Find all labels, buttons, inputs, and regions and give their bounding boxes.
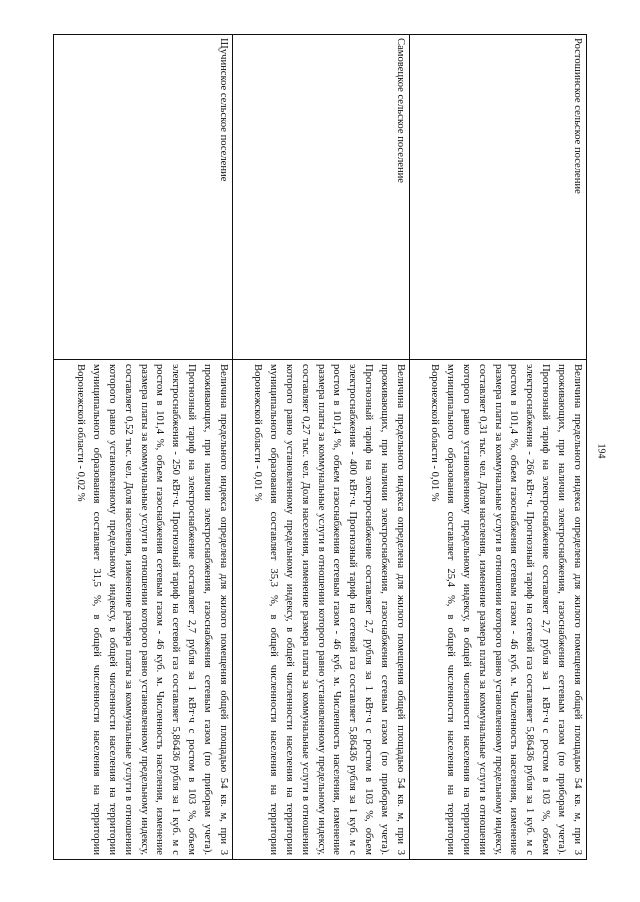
table-row [410,35,587,860]
index-description-cell: Величина предельного индекса определена для жилого помещения общей площадью 54 кв. м, при 3 проживающих, при наличии электроснабжения, газоснабжения сетевым газом (по приборам учета). Прогнозный тариф на электроснабжение составляет 2,7 рубля за 1 кВт·ч с ростом в 103 %, объем электроснабжения - 266 кВт·ч. Прогнозный тариф на сетевой газ составляет 5,86436 рубля за 1 куб. м с ростом в 101,4 %, объем газоснабжения сетевым газом - 46 куб. м. Численность населения, изменение размера платы за коммунальные услуги в отношении которого равно установленному предельному индексу, составляет 0,31 тыс. чел. Доля населения, изменение размера платы за коммунальные услуги в отношении которого равно установленному предельному индексу, в общей численности населения на территории муниципального образования составляет 25,4 %, в общей численности населения на территории Воронежской области - 0,01 % [410,360,587,860]
rotated-table-container [57,34,587,859]
table-row [54,35,233,860]
table-row [233,35,410,860]
settlement-name-cell: Щучинское сельское поселение [54,35,233,360]
index-description-cell: Величина предельного индекса определена для жилого помещения общей площадью 54 кв. м, при 3 проживающих, при наличии электроснабжения, газоснабжения сетевым газом (по приборам учета). Прогнозный тариф на электроснабжение составляет 2,7 рубля за 1 кВт·ч с ростом в 103 %, объем электроснабжения - 400 кВт·ч. Прогнозный тариф на сетевой газ составляет 5,86436 рубля за 1 куб. м с ростом в 101,4 %, объем газоснабжения сетевым газом - 46 куб. м. Численность населения, изменение размера платы за коммунальные услуги в отношении которого равно установленному предельному индексу, составляет 0,27 тыс. чел. Доля населения, изменение размера платы за коммунальные услуги в отношении которого равно установленному предельному индексу, в общей численности населения на территории муниципального образования составляет 35,3 %, в общей численности населения на территории Воронежской области - 0,01 % [233,360,410,860]
settlement-name-cell: Самовецкое сельское поселение [233,35,410,360]
settlement-name-cell: Ростошинское сельское поселение [410,35,587,360]
page-number: 194 [595,443,607,459]
index-description-cell: Величина предельного индекса определена для жилого помещения общей площадью 54 кв. м, при 3 проживающих, при наличии электроснабжения, газоснабжения сетевым газом (по приборам учета). Прогнозный тариф на электроснабжение составляет 2,7 рубля за 1 кВт·ч с ростом в 103 %, объем электроснабжения - 250 кВт·ч. Прогнозный тариф на сетевой газ составляет 5,86436 рубля за 1 куб. м с ростом в 101,4 %, объем газоснабжения сетевым газом - 46 куб. м. Численность населения, изменение размера платы за коммунальные услуги в отношении которого равно установленному предельному индексу, составляет 0,52 тыс. чел. Доля населения, изменение размера платы за коммунальные услуги в отношении которого равно установленному предельному индексу, в общей численности населения на территории муниципального образования составляет 31,5 %, в общей численности населения на территории Воронежской области - 0,02 % [54,360,233,860]
tariff-index-table [53,34,587,860]
